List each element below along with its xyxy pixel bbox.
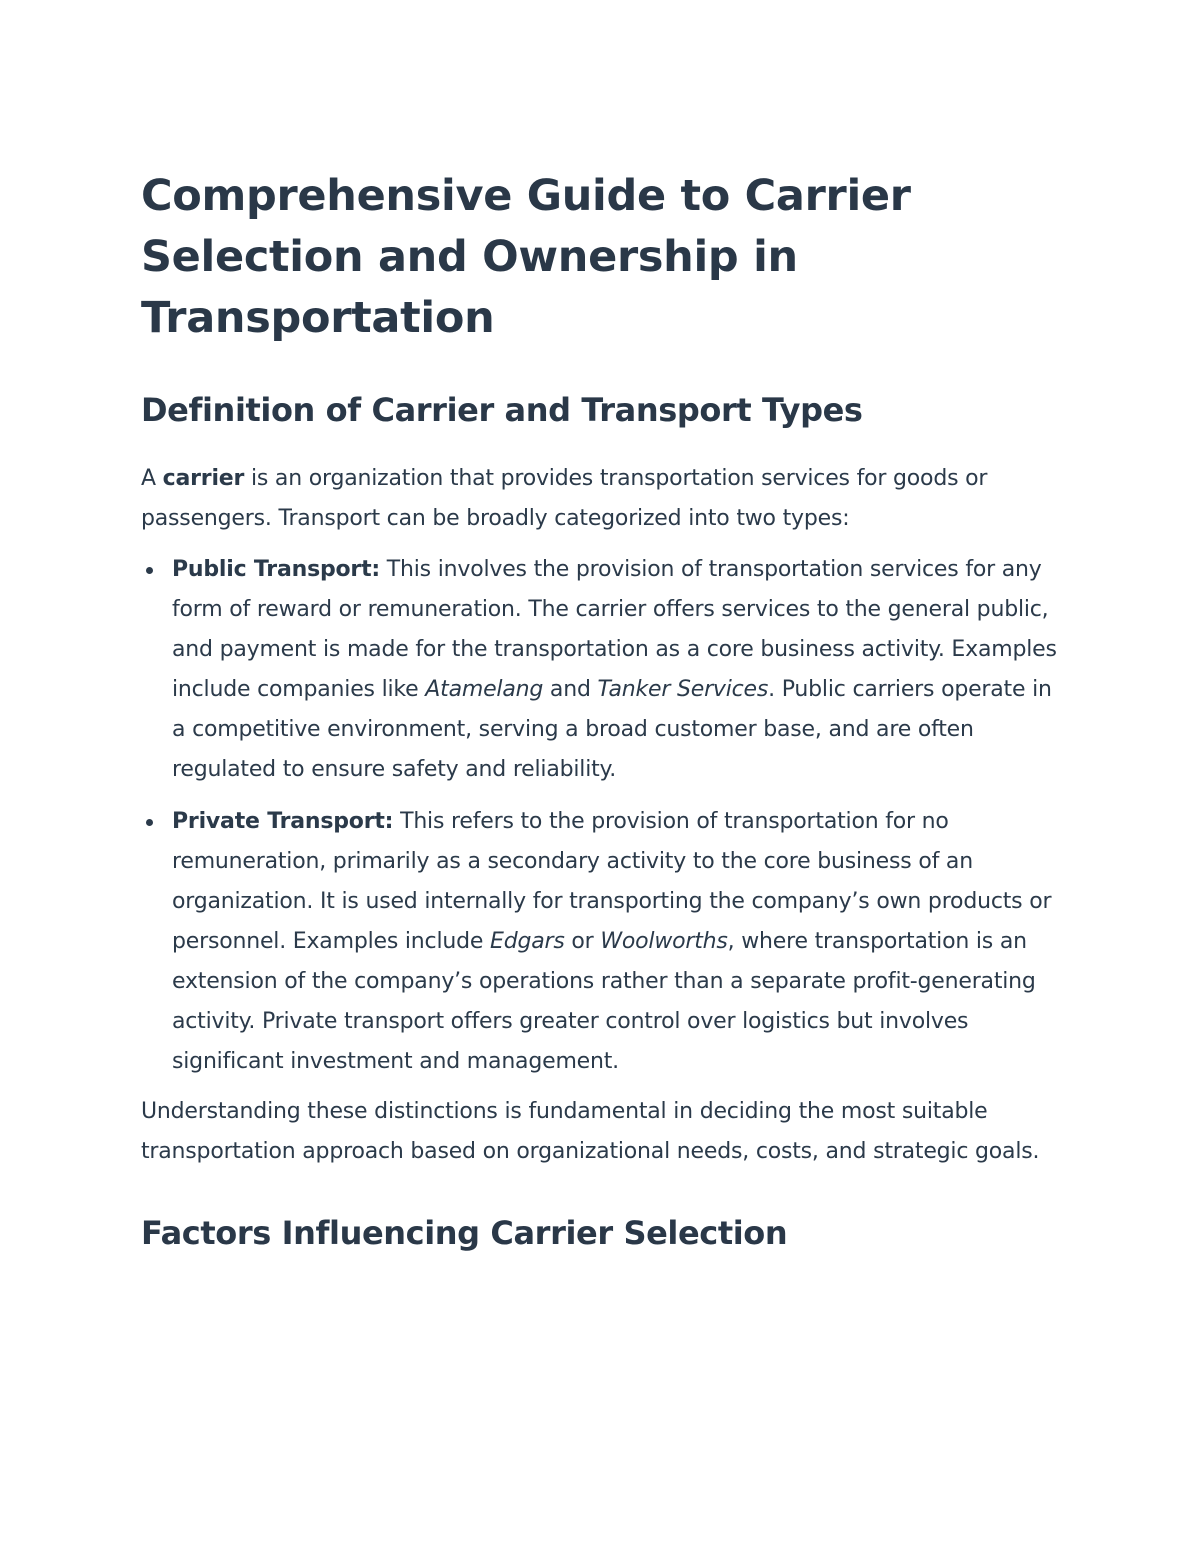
intro-term: carrier (162, 466, 245, 491)
private-transport-label: Private Transport: (172, 809, 394, 834)
conclusion-paragraph: Understanding these distinctions is fundamental in deciding the most suitable transportation approach based on organizational needs, costs, and strategic goals. (141, 1099, 1040, 1164)
private-transport-text-2: or (564, 929, 601, 954)
public-transport-text-1: This involves the provision of transportation services for any form of reward or remuneration. The carrier offers services to the general public, and payment is made for the transportation as a core business activity. Examples include companies like (172, 557, 1057, 702)
intro-prefix: A (141, 466, 163, 491)
section-heading-definition: Definition of Carrier and Transport Types (141, 391, 863, 429)
list-item-public-transport (172, 550, 1066, 790)
document-title: Comprehensive Guide to Carrier Selection and Ownership in Transportation (141, 171, 911, 343)
intro-suffix: is an organization that provides transportation services for goods or passengers. Transport can be broadly categorized into two types: (141, 466, 988, 531)
public-example-2: Tanker Services (597, 677, 769, 702)
document-page (141, 166, 1066, 1255)
intro-paragraph (141, 459, 1066, 539)
public-transport-text-3: . Public carriers operate in a competitive environment, serving a broad customer base, and are often regulated to ensure safety and reliability. (172, 677, 1052, 782)
public-transport-text-2: and (543, 677, 598, 702)
public-transport-label: Public Transport: (172, 557, 380, 582)
transport-types-list (141, 550, 1066, 1082)
private-transport-text-1: This refers to the provision of transportation for no remuneration, primarily as a secondary activity to the core business of an organization. It is used internally for transporting the company’s own products or personnel. Examples include (172, 809, 1052, 954)
private-example-2: Woolworths (600, 929, 728, 954)
public-example-1: Atamelang (425, 677, 544, 702)
private-example-1: Edgars (490, 929, 565, 954)
list-item-private-transport (172, 802, 1066, 1082)
private-transport-text-3: , where transportation is an extension of the company’s operations rather than a separate profit-generating activity. Private transport offers greater control over logistics but involves significant investment and management. (172, 929, 1036, 1074)
section-heading-factors: Factors Influencing Carrier Selection (141, 1214, 788, 1252)
